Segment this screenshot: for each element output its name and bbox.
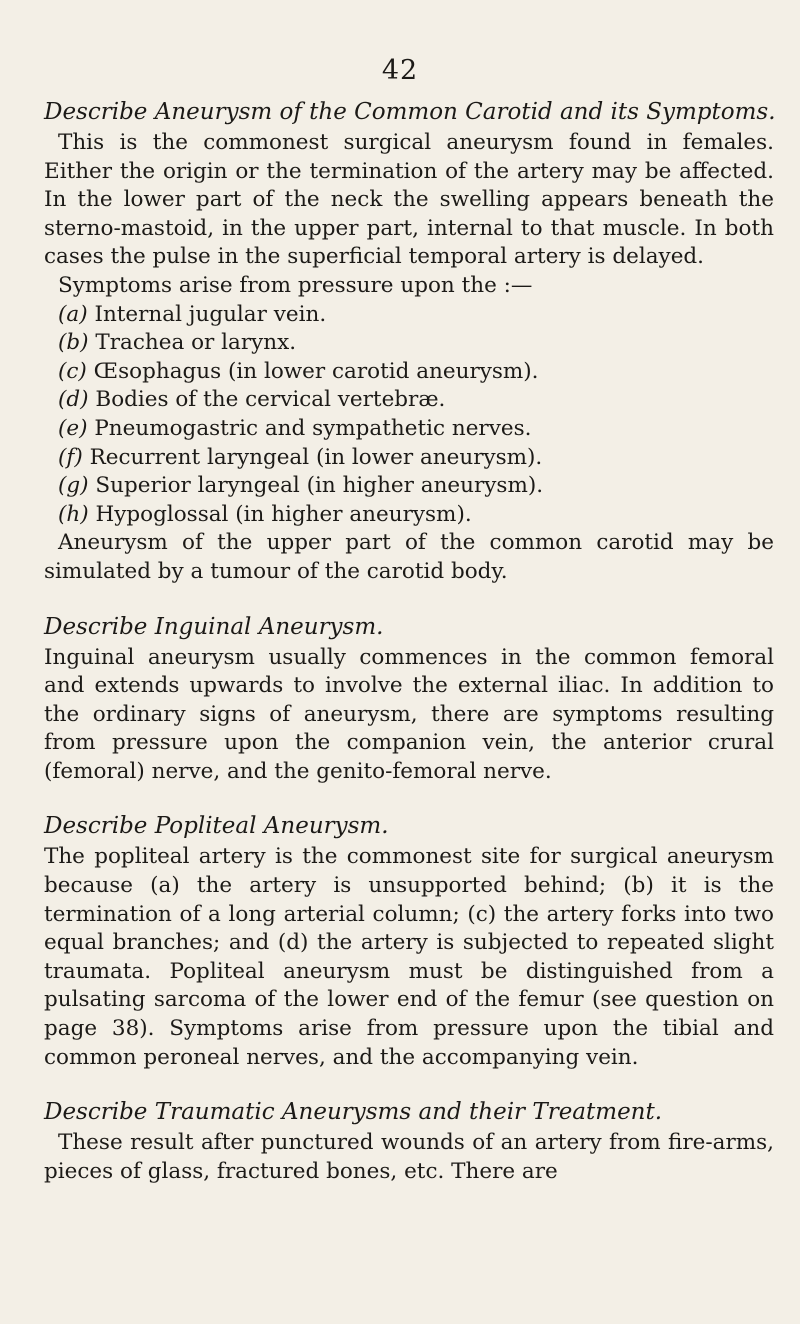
- section-gap: [44, 1072, 774, 1095]
- list-item-text: Recurrent laryngeal (in lower aneurysm).: [89, 444, 543, 470]
- list-item-text: Hypoglossal (in higher aneurysm).: [95, 501, 472, 527]
- list-item: [44, 472, 774, 501]
- page-content: [44, 95, 774, 1186]
- list-item: [44, 386, 774, 415]
- list-item: [44, 444, 774, 473]
- list-marker: (e): [58, 415, 88, 441]
- list-item-text: Bodies of the cervical vertebræ.: [95, 387, 446, 413]
- section-paragraph: Inguinal aneurysm usually commences in the common femoral and extends upwards to involve the external iliac. In addition to the ordinary signs of aneurysm, there are symptoms resulting from pressure upon the companion vein, the anterior crural (femoral) nerve, and the genito-femoral nerve.: [44, 644, 774, 784]
- list-item: [44, 329, 774, 358]
- symptom-list: [44, 301, 774, 530]
- list-item: [44, 501, 774, 530]
- list-item-text: Œsophagus (in lower carotid aneurysm).: [93, 358, 539, 384]
- section-common-carotid-aneurysm: [44, 95, 774, 587]
- section-gap: [44, 786, 774, 809]
- list-marker: (h): [58, 501, 89, 527]
- list-item: [44, 415, 774, 444]
- section-inguinal-aneurysm: [44, 610, 774, 787]
- section-heading: Describe Aneurysm of the Common Carotid and its Symptoms.: [44, 99, 776, 125]
- section-paragraph: This is the commonest surgical aneurysm found in females. Either the origin or the termination of the artery may be affected. In the lower part of the neck the swelling appears beneath the sterno-mastoid, in the upper part, internal to that muscle. In both cases the pulse in the superficial temporal artery is delayed.: [44, 130, 774, 270]
- list-marker: (f): [58, 444, 83, 470]
- list-marker: (g): [58, 473, 89, 499]
- list-marker: (d): [58, 387, 89, 413]
- list-intro: Symptoms arise from pressure upon the :—: [58, 272, 533, 298]
- page-number: 42: [381, 55, 419, 86]
- list-marker: (b): [58, 330, 89, 356]
- section-paragraph: The popliteal artery is the commonest site for surgical aneurysm because (a) the artery is unsupported behind; (b) it is the termination of a long arterial column; (c) the artery forks into two equal branches; and (d) the artery is subjected to repeated slight traumata. Popliteal aneurysm must be distinguished from a pulsating sarcoma of the lower end of the femur (see question on page 38). Symptoms arise from pressure upon the tibial and common peroneal nerves, and the accompanying vein.: [44, 844, 774, 1070]
- section-heading: Describe Popliteal Aneurysm.: [44, 813, 389, 840]
- list-marker: (c): [58, 358, 87, 384]
- list-item: [44, 301, 774, 330]
- list-item-text: Trachea or larynx.: [95, 330, 297, 356]
- list-item-text: Superior laryngeal (in higher aneurysm).: [95, 473, 544, 499]
- section-traumatic-aneurysms: [44, 1095, 774, 1186]
- list-item-text: Pneumogastric and sympathetic nerves.: [94, 415, 532, 441]
- section-heading: Describe Inguinal Aneurysm.: [44, 613, 384, 640]
- list-marker: (a): [58, 301, 88, 327]
- section-paragraph: These result after punctured wounds of an artery from fire-arms, pieces of glass, fractured bones, etc. There are: [44, 1130, 774, 1184]
- list-item: [44, 358, 774, 387]
- list-item-text: Internal jugular vein.: [94, 301, 327, 327]
- section-paragraph: Aneurysm of the upper part of the common carotid may be simulated by a tumour of the carotid body.: [44, 530, 774, 584]
- section-gap: [44, 587, 774, 610]
- section-popliteal-aneurysm: [44, 809, 774, 1072]
- section-heading: Describe Traumatic Aneurysms and their Treatment.: [44, 1099, 663, 1126]
